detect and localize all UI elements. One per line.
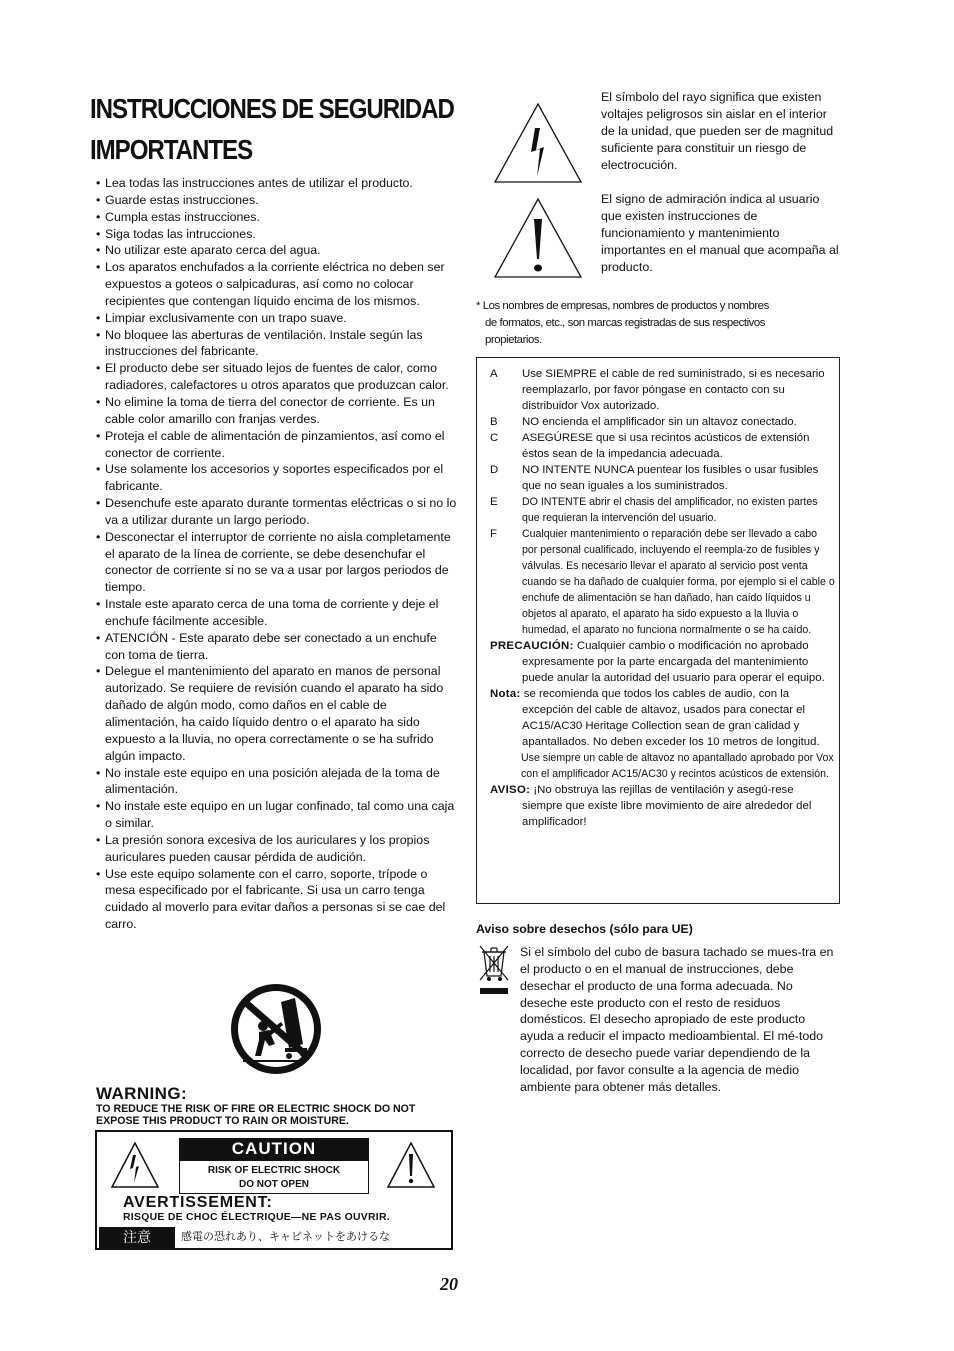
safety-item: • El producto debe ser situado lejos de fuentes de calor, como radiadores, calefactores u otros aparatos que produzcan calor. bbox=[96, 360, 458, 394]
precaucion-note-body bbox=[490, 638, 835, 686]
safety-item: • Proteja el cable de alimentación de pinzamientos, así como el conector de corriente. bbox=[96, 428, 458, 462]
caution-subtext bbox=[179, 1160, 369, 1194]
instruction-text: ASEGÚRESE que si usa recintos acústicos de extensión éstos sean de la impedancia adecuada. bbox=[522, 432, 810, 460]
lightning-symbol-text: El símbolo del rayo significa que existen voltajes peligrosos sin aislar en el interior de la unidad, que pueden ser de magnitud suficiente para constituir un riesgo de electrocución. bbox=[601, 90, 834, 172]
nota-text: se recomienda que todos los cables de audio, con la excepción del cable de altavoz, usados para conectar el AC15/AC30 Heritage Collection sean de gran calidad y apantallados. No deben exceder los 10 metros de longitud. bbox=[522, 688, 820, 748]
precaucion-text: Cualquier cambio o modificación no aprobado expresamente por la parte encargada del mantenimiento puede anular la autoridad del usuario para operar el equipo. bbox=[522, 640, 825, 684]
safety-item: • Desconectar el interruptor de corriente no aisla completamente el aparato de la línea de corriente, se debe desenchufar el conector de corriente si no se va a usar por largos periodos de tiempo. bbox=[96, 529, 458, 596]
safety-item: • No utilizar este aparato cerca del agua. bbox=[96, 242, 458, 259]
disposal-text: Si el símbolo del cubo de basura tachado se mues-tra en el producto o en el manual de instrucciones, debe desechar el producto de una forma adecuada. No deseche este producto con el resto de residuos domésticos. El desecho apropiado de este producto ayuda a reducir el impacto medioambiental. El mé-todo correcto de desecho puede variar dependiendo de la localidad, por favor consulte a la agencia de medio ambiente para obtener más detalles. bbox=[520, 945, 834, 1094]
trademark-note bbox=[476, 298, 826, 349]
instruction-text: Cualquier mantenimiento o reparación debe ser llevado a cabo por personal cualificado, incluyendo el reempla-zo de fusibles y válvulas. Es necesario llevar el aparato al servicio post venta cuando se ha dañado de cualquier forma, por ejemplo si el cable o enchufe de alimentación se han dañado, han caído líquidos u objetos al aparato, el aparato ha sido expuesto a la lluvia o humedad, el aparato no funciona normalmente o se ha caído. bbox=[522, 528, 835, 636]
avertissement-title: AVERTISSEMENT: bbox=[123, 1194, 273, 1211]
lightning-warning-icon bbox=[493, 102, 583, 184]
nota-extra: Use siempre un cable de altavoz no apantallado aprobado por Vox con el amplificador AC15/AC30 y recintos acústicos de extensión. bbox=[521, 752, 834, 780]
safety-item: • La presión sonora excesiva de los auriculares y los propios auriculares pueden causar pérdida de audición. bbox=[96, 832, 458, 866]
caution-heading: CAUTION bbox=[179, 1138, 369, 1160]
page-number: 20 bbox=[440, 1274, 458, 1294]
exclamation-warning-icon bbox=[493, 197, 583, 279]
nota-note-body bbox=[490, 686, 835, 750]
safety-item: • Guarde estas instrucciones. bbox=[96, 192, 458, 209]
safety-item: • No elimine la toma de tierra del conector de corriente. Es un cable color amarillo con franjas verdes. bbox=[96, 394, 458, 428]
instruction-text: NO encienda el amplificador sin un altavoz conectado. bbox=[522, 416, 797, 428]
instruction-row bbox=[490, 494, 835, 526]
safety-item: • No instale este equipo en un lugar confinado, tal como una caja o similar. bbox=[96, 798, 458, 832]
instruction-text: NO INTENTE NUNCA puentear los fusibles o usar fusibles que no sean iguales a los suministrados. bbox=[522, 464, 819, 492]
trademark-line-2: de formatos, etc., son marcas registradas de sus respectivos bbox=[485, 317, 766, 329]
aviso-text: ¡No obstruya las rejillas de ventilación y asegú-rese siempre que existe libre movimiento de aire alrededor del amplificador! bbox=[522, 784, 812, 828]
amplifier-instructions-list bbox=[490, 366, 835, 830]
aviso-label: AVISO: bbox=[490, 784, 531, 796]
trademark-line-3: propietarios. bbox=[485, 334, 542, 346]
nota-label: Nota: bbox=[490, 688, 521, 700]
warning-text bbox=[96, 1103, 466, 1127]
instruction-key: B bbox=[490, 416, 498, 428]
instruction-key: A bbox=[490, 368, 498, 380]
instruction-row bbox=[490, 462, 835, 494]
safety-item: • ATENCIÓN - Este aparato debe ser conectado a un enchufe con toma de tierra. bbox=[96, 630, 458, 664]
safety-item: • No instale este equipo en una posición alejada de la toma de alimentación. bbox=[96, 765, 458, 799]
safety-item: • Use este equipo solamente con el carro, soporte, trípode o mesa especificado por el fabricante. Si usa un carro tenga cuidado al moverlo para evitar daños a personas si se cae del carro. bbox=[96, 866, 458, 933]
exclamation-symbol-text: El signo de admiración indica al usuario que existen instrucciones de funcionamiento y mantenimiento importantes en el manual que acompaña al producto. bbox=[601, 192, 839, 274]
aviso-note-body bbox=[490, 782, 835, 830]
aviso-note bbox=[490, 782, 835, 830]
caution-label bbox=[95, 1130, 453, 1250]
instruction-row bbox=[490, 414, 835, 430]
precaucion-label: PRECAUCIÓN: bbox=[490, 640, 574, 652]
instruction-key: E bbox=[490, 496, 498, 508]
trademark-line-1: * Los nombres de empresas, nombres de productos y nombres bbox=[476, 300, 769, 312]
label-lightning-icon bbox=[111, 1142, 159, 1188]
safety-item: • Instale este aparato cerca de una toma de corriente y deje el enchufe fácilmente accesible. bbox=[96, 596, 458, 630]
instruction-row bbox=[490, 526, 835, 638]
caution-sub-line-2: DO NOT OPEN bbox=[238, 1179, 309, 1190]
crossed-bin-icon bbox=[476, 942, 512, 996]
safety-item: • No bloquee las aberturas de ventilación. Instale según las instrucciones del fabricante. bbox=[96, 327, 458, 361]
instruction-key: F bbox=[490, 528, 497, 540]
caution-sub-line-1: RISK OF ELECTRIC SHOCK bbox=[207, 1165, 341, 1176]
safety-item: • Limpiar exclusivamente con un trapo suave. bbox=[96, 310, 458, 327]
cart-warning-icon bbox=[229, 982, 323, 1076]
instruction-text: Use SIEMPRE el cable de red suministrado, si es necesario reemplazarlo, por favor póngase en contacto con su distribuidor Vox autorizado. bbox=[522, 368, 825, 412]
nota-note bbox=[490, 686, 835, 750]
instruction-key: C bbox=[490, 432, 499, 444]
safety-item: • Siga todas las intrucciones. bbox=[96, 226, 458, 243]
precaucion-note bbox=[490, 638, 835, 686]
instruction-text: DO INTENTE abrir el chasis del amplificador, no existen partes que requieran la intervención del usuario. bbox=[522, 496, 818, 524]
instruction-row bbox=[490, 430, 835, 462]
instruction-key: D bbox=[490, 464, 499, 476]
warning-line-1: TO REDUCE THE RISK OF FIRE OR ELECTRIC SHOCK DO NOT bbox=[96, 1103, 416, 1115]
amplifier-instructions-box bbox=[476, 357, 840, 904]
safety-item: • Delegue el mantenimiento del aparato en manos de personal autorizado. Se requiere de revisión cuando el aparato ha sido dañado de algún modo, como daños en el cable de alimentación, ha caído líquido dentro o el aparato ha sido expuesto a la lluvia, no opera correctamente o se ha sufrido algún impacto. bbox=[96, 663, 458, 764]
safety-item: • Desenchufe este aparato durante tormentas eléctricas o si no lo va a utilizar durante un largo periodo. bbox=[96, 495, 458, 529]
page-title bbox=[90, 88, 454, 170]
warning-title: WARNING: bbox=[96, 1084, 188, 1103]
title-line-2: IMPORTANTES bbox=[90, 134, 253, 165]
safety-item: • Los aparatos enchufados a la corriente eléctrica no deben ser expuestos a goteos o salpicaduras, así como no colocar recipientes que contengan líquido encima de los mismos. bbox=[96, 259, 458, 310]
japanese-caution-text: 感電の恐れあり、キャビネットをあけるな bbox=[181, 1231, 390, 1243]
safety-instructions-list bbox=[96, 175, 458, 933]
safety-item: • Cumpla estas instrucciones. bbox=[96, 209, 458, 226]
title-line-1: INSTRUCCIONES DE SEGURIDAD bbox=[90, 93, 454, 124]
warning-line-2: EXPOSE THIS PRODUCT TO RAIN OR MOISTURE. bbox=[96, 1115, 349, 1127]
japanese-caution-label: 注意 bbox=[99, 1227, 175, 1248]
disposal-heading: Aviso sobre desechos (sólo para UE) bbox=[476, 922, 693, 936]
avertissement-text: RISQUE DE CHOC ÉLECTRIQUE—NE PAS OUVRIR. bbox=[123, 1212, 390, 1223]
safety-item: • Lea todas las instrucciones antes de utilizar el producto. bbox=[96, 175, 458, 192]
label-exclamation-icon bbox=[387, 1142, 435, 1188]
safety-item: • Use solamente los accesorios y soportes especificados por el fabricante. bbox=[96, 461, 458, 495]
instruction-row bbox=[490, 366, 835, 414]
